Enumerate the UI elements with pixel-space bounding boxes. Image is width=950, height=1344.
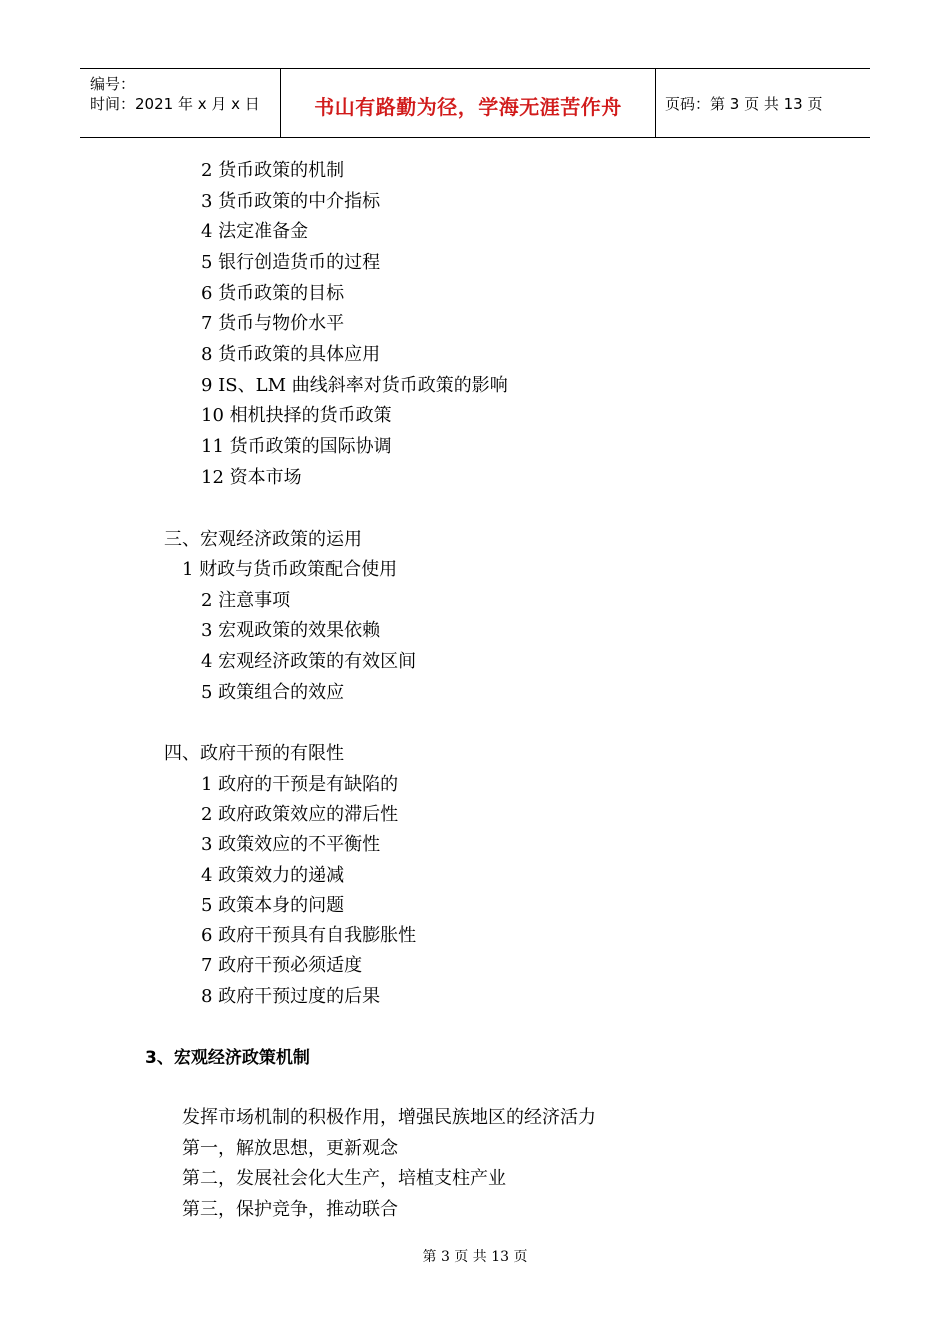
section-heading: 四、政府干预的有限性: [164, 743, 344, 764]
header-page-cell: [655, 69, 870, 137]
list-item: 7 政府干预必须适度: [201, 955, 363, 976]
paragraph-line: 第三，保护竞争，推动联合: [182, 1199, 398, 1220]
paragraph-line: 发挥市场机制的积极作用，增强民族地区的经济活力: [182, 1107, 596, 1128]
list-item: 3 货币政策的中介指标: [201, 191, 381, 212]
paragraph-line: 第二，发展社会化大生产，培植支柱产业: [182, 1168, 506, 1189]
document-number-label: 编号：: [90, 75, 136, 93]
list-item: 8 货币政策的具体应用: [201, 344, 381, 365]
list-item: 6 政府干预具有自我膨胀性: [201, 925, 417, 946]
list-item: 1 财政与货币政策配合使用: [182, 559, 398, 580]
list-item: 4 政策效力的递减: [201, 865, 345, 886]
list-item: 4 法定准备金: [201, 221, 309, 242]
header-motto-cell: [280, 69, 656, 137]
list-item: 5 银行创造货币的过程: [201, 252, 381, 273]
page-footer: 第 3 页 共 13 页: [422, 1249, 528, 1265]
list-item: 4 宏观经济政策的有效区间: [201, 651, 417, 672]
subsection-heading: 3、宏观经济政策机制: [145, 1048, 310, 1068]
header-motto: 书山有路勤为径，学海无涯苦作舟: [314, 95, 622, 119]
section-heading: 三、宏观经济政策的运用: [164, 529, 362, 550]
list-item: 2 政府政策效应的滞后性: [201, 804, 399, 825]
list-item: 2 注意事项: [201, 590, 291, 611]
list-item: 3 宏观政策的效果依赖: [201, 620, 381, 641]
list-item: 10 相机抉择的货币政策: [201, 405, 392, 426]
list-item: 1 政府的干预是有缺陷的: [201, 774, 399, 795]
document-time-label: 时间：2021 年 x 月 x 日: [90, 95, 260, 113]
list-item: 5 政策组合的效应: [201, 682, 345, 703]
list-item: 2 货币政策的机制: [201, 160, 345, 181]
list-item: 8 政府干预过度的后果: [201, 986, 381, 1007]
header-page-info: 页码：第 3 页 共 13 页: [665, 95, 823, 113]
header-meta-cell: [80, 69, 280, 137]
paragraph-line: 第一，解放思想，更新观念: [182, 1138, 398, 1159]
list-item: 3 政策效应的不平衡性: [201, 834, 381, 855]
list-item: 5 政策本身的问题: [201, 895, 345, 916]
list-item: 6 货币政策的目标: [201, 283, 345, 304]
list-item: 7 货币与物价水平: [201, 313, 345, 334]
page-header: [80, 68, 870, 138]
list-item: 11 货币政策的国际协调: [201, 436, 392, 457]
list-item: 12 资本市场: [201, 467, 302, 488]
list-item: 9 IS、LM 曲线斜率对货币政策的影响: [201, 375, 508, 396]
